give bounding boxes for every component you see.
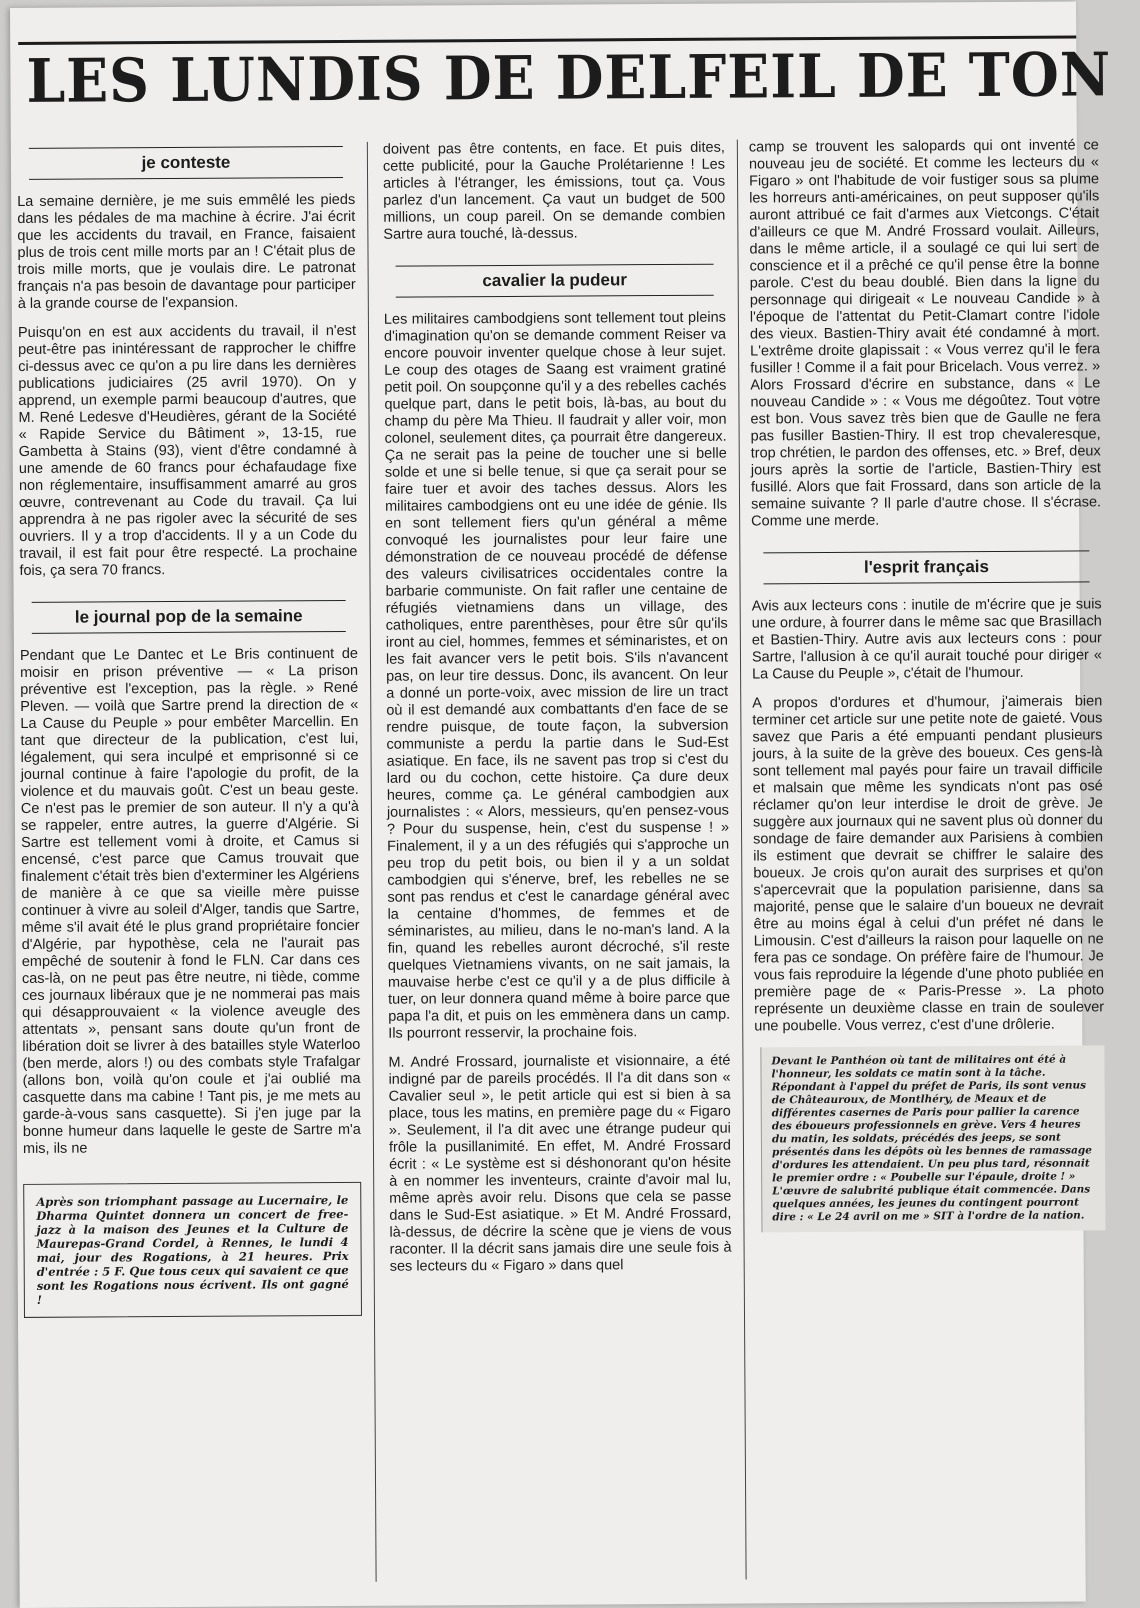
masthead-title: LES LUNDIS DE DELFEIL DE TON (26, 40, 1112, 117)
article-paragraph: La semaine dernière, je me suis emmêlé les pieds dans les pédales de ma machine à écrire. J'ai écrit que les accidents du travail, en France, faisaient plus de trois cent mille morts par an ! C'était plus de trois mille morts, que je voulais dire. Le patronat français n'a pas besoin de davantage pour participer à la grande course de l'expansion. (17, 191, 356, 312)
article-paragraph: A propos d'ordures et d'humour, j'aimerais bien terminer cet article sur une petite note de gaieté. Vous savez que Paris a été empuanti pendant plusieurs jours, à la suite de la grève des boueux. Ces gens-là sont tellement mal payés pour faire un travail difficile et malsain que même les syndicats n'ont pas osé réclamer qu'on leur interdise le droit de grève. Je suggère aux journaux qui ne savent plus où donner du sondage de faire demander aux Parisiens à combien ils estiment que devrait se chiffrer le salaire des boueux. Je crois qu'on aurait des surprises et qu'on s'apercevrait que la population parisienne, dans sa majorité, pense que le salaire d'un boueux ne devrait être au moins égal à celui d'un préfet né dans le Limousin. C'est d'ailleurs la raison pour laquelle on ne fera pas ce sondage. On préfère faire de l'humour. Je vous fais reproduire la légende d'une photo publiée en première page de « Paris-Presse ». La photo représente un deuxième classe en train de soulever une poubelle. Vous verrez, c'est d'une drôlerie. (752, 693, 1105, 1035)
section-heading: je conteste (29, 146, 343, 180)
article-paragraph: Les militaires cambodgiens sont tellement tout pleins d'imagination qu'on se demande comment Reiser va encore pouvoir inventer quelque chose à leur sujet. Le coup des otages de Saang est vraiment gratiné petit poil. On soupçonne qu'il y a des rebelles cachés quelque part, dans le petit bois, là-bas, au bout du champ du père Ma Thieu. Il faudrait y aller voir, mon colonel, seulement dites, ça pourrait être dangereux. Ça ne serait pas la peine de toucher une si belle solde et une si belle tenue, si que ça serait pour se faire tuer et avoir des taches dessus. Alors les militaires cambodgiens ont eu une idée de génie. Ils en sont tellement fiers qu'un général a même convoqué les journalistes pour leur faire une démonstration de ce nouveau procédé de défense des valeurs civilisatrices occidentales contre la barbarie communiste. On fait rafler une centaine de réfugiés vietnamiens dans un village, des catholiques, entre parenthèses, pour être sûr qu'ils iront au ciel, hommes, femmes et séminaristes, et on les fait avancer vers le petit bois. S'ils n'avancent pas, on leur tire dessus. Donc, ils avancent. On leur a donné un porte-voix, avec mission de lire un tract où il est demandé aux combattants d'en face de se rendre puisque, de toute façon, la subversion communiste a perdu la partie dans le Sud-Est asiatique. En face, ils ne savent pas trop si c'est du lard ou du cochon, cette histoire. Ça dure deux heures, comme ça. Le général cambodgien aux journalistes : « Alors, messieurs, qu'en pensez-vous ? Pour du suspense, hein, c'est du suspense ! » Finalement, il y a un des réfugiés qui s'approche un peu trop du petit bois, ou bien il y a un soldat cambodgien qui s'énerve, bref, les rebelles ne se sont pas rendus et c'est le canardage général avec la centaine d'hommes, de femmes et de séminaristes, au milieu, dans le no-man's land. A la fin, quand les rebelles auront décroché, s'il reste quelques Vietnamiens vivants, on ne sait jamais, la mauvaise herbe c'est ce qu'il y a de plus difficile à tuer, on leur donnera quand même à boire parce que papa l'a dit, et puis on les emmènera dans un camp. Ils pourront resservir, la prochaine fois. (383, 309, 731, 1042)
column-divider (737, 140, 747, 1580)
photo-caption: Devant le Panthéon où tant de militaires ont été à l'honneur, les soldats ce matin sont à la tâche. Répondant à l'appel du préfet de Paris, ils sont venus de Châteauroux, de Montlhéry, de Meaux et de différentes casernes de Paris pour pallier la carence des éboueurs professionnels en grève. Vers 4 heures du matin, les soldats, précédés des jeeps, se sont présentés dans les dépôts où les bennes de ramassage d'ordures les attendaient. Un peu plus tard, résonnait le premier ordre : « Poubelle sur l'épaule, droite ! » L'œuvre de salubrité publique était commencée. Dans quelques années, les jeunes du contingent pourront dire : « Le 24 avril on me » SIT à l'ordre de la nation. (771, 1053, 1092, 1224)
article-paragraph: Pendant que Le Dantec et Le Bris continuent de moisir en prison préventive — « La prison préventive est l'exception, pas la règle. » René Pleven. — voilà que Sartre prend la direction de « La Cause du Peuple » pour embêter Marcellin. En tant que directeur de la publication, c'est lui, légalement, qui sera inculpé et emprisonné si ce journal continue à faire l'apologie du profit, de la violence et du mauvais goût. C'est un beau geste. Ce n'est pas le premier de son auteur. Il n'y a qu'à se rappeler, entre autres, la guerre d'Algérie. Si Sartre est tellement vomi à droite, et Camus si encensé, c'est parce que Camus trouvait que finalement c'était très bien d'exterminer les Algériens de manière à ce que sa vieille mère puisse continuer à vivre au soleil d'Alger, tandis que Sartre, même s'il avait été le plus grand propriétaire foncier d'Algérie, par hypothèse, cela ne l'aurait pas empêché de soutenir à fond le FLN. Car dans ces cas-là, on ne peut pas être neutre, ni tiède, comme ces journaux libéraux que je ne nommerai pas mais qui désapprouvaient « la violence aveugle des attentats », pensant sans doute qu'un front de libération doit se livrer à des batailles style Waterloo (ben merde, alors !) ou des combats style Trafalgar (allons bon, voilà qu'on coule et j'ai oublié ma casquette dans ma cabine ! Tant pis, je me mets au garde-à-vous sans casquette). Si j'en juge par la bonne humeur dans laquelle le geste de Sartre m'a mis, ils ne (19, 645, 361, 1157)
announcement-text: Après son triomphant passage au Lucernaire, le Dharma Quintet donnera un concert de free-jazz à la maison des Jeunes et la Culture de Maurepas-Grand Cordel, à Rennes, le lundi 4 mai, jour des Rogations, à 21 heures. Prix d'entrée : 5 F. Que tous ceux qui savaient ce que sont les Rogations nous écrivent. Ils ont gagné ! (36, 1192, 349, 1307)
section-heading: le journal pop de la semaine (32, 600, 346, 634)
newspaper-page (10, 1, 1112, 1607)
article-paragraph: Avis aux lecteurs cons : inutile de m'écrire que je suis une ordure, à fourrer dans le même sac que Brasillach et Bastien-Thiry. Autre avis aux lecteurs cons : pour Sartre, l'allusion à ce qu'il aurait touché pour diriger « La Cause du Peuple », c'était de l'humour. (751, 596, 1103, 683)
section-heading: l'esprit français (763, 550, 1089, 584)
column-divider (367, 142, 377, 1582)
column-1 (17, 142, 362, 1318)
article-paragraph: Puisqu'on en est aux accidents du travail, il n'est peut-être pas inintéressant de rapprocher le chiffre ci-dessus avec ce qu'on a pu lire dans les dernières publications judiciaires (25 avril 1970). On y apprend, un exemple parmi beaucoup d'autres, que M. René Ledesve d'Heudières, gérant de la Société « Rapide Service du Bâtiment », 13-15, rue Gambetta à Stains (93), vient d'être condamné à une amende de 60 francs pour échafaudage fixe non réglementaire, insuffisamment amarré au gros œuvre, contrevenant au Code du travail. Ça lui apprendra à ne pas rigoler avec la sécurité de ses ouvriers. Il y a trop d'accidents. Il y a un Code du travail, il est fait pour être respecté. La prochaine fois, ça sera 70 francs. (17, 322, 358, 579)
photo-caption-clipping (760, 1045, 1105, 1232)
article-paragraph: doivent pas être contents, en face. Et puis dites, cette publicité, pour la Gauche Prolétarienne ! Les articles à l'étranger, les émissions, tout ça. Vous parlez d'un lancement. Ça vaut un budget de 500 millions, un coup pareil. On se demande combien Sartre aura touché, là-dessus. (382, 139, 726, 243)
announcement-box (23, 1182, 362, 1318)
column-2 (383, 140, 732, 1288)
article-paragraph: M. André Frossard, journaliste et visionnaire, a été indigné par de pareils procédés. Il l'a dit dans son « Cavalier seul », le petit article qui est si bien à sa place, tous les matins, en première page du « Figaro ». Seulement, il l'a dit avec une étrange pudeur qui frôle la pusillanimité. En effet, M. André Frossard écrit : « Le système est si déshonorant qu'on hésite à en nommer les inventeurs, crainte d'avoir mal lu, même après avoir relu. Disons que cela se passe dans le Sud-Est asiatique. » Et M. André Frossard, là-dessus, de décrire la scène que je viens de vous raconter. Il la décrit sans jamais dire une seule fois à ses lecteurs du « Figaro » dans quel (388, 1052, 732, 1275)
article-paragraph: camp se trouvent les salopards qui ont inventé ce nouveau jeu de société. Et comme les lecteurs du « Figaro » ont l'habitude de voir fustiger sous sa plume les horreurs anti-américaines, on peut supposer qu'ils auront attribué ce fait d'armes aux Vietcongs. C'était d'ailleurs ce que M. André Frossard voulait. Ailleurs, dans le même article, il a soulagé ce qui lui sert de conscience et il a prêché ce qu'il pense être la bonne parole. C'est du beau doublé. Bien dans la ligne du personnage qui dirigeait « Le nouveau Candide » à l'époque de l'attentat du Petit-Clamart contre l'idole des vieux. Bastien-Thiry avait été condamné à mort. L'extrême droite glapissait : « Vous verrez qu'il le fera fusiller ! Comme il a fait pour Bricelach. Vous verrez. » Alors Frossard d'écrire en substance, dans « Le nouveau Candide » : « Vous me dégoûtez. Tout votre est bon. Vous savez très bien que de Gaulle ne fera pas fusiller Bastien-Thiry. Il est trop chevaleresque, trop chrétien, le pardon des offenses, etc. » Bref, deux jours après la sortie de l'article, Bastien-Thiry est fusillé. Alors que fait Frossard, dans son article de la semaine suivante ? Il parle d'autre chose. Il s'écrase. Comme une merde. (748, 137, 1102, 530)
section-heading: cavalier la pudeur (396, 264, 714, 298)
column-3 (749, 137, 1106, 1232)
